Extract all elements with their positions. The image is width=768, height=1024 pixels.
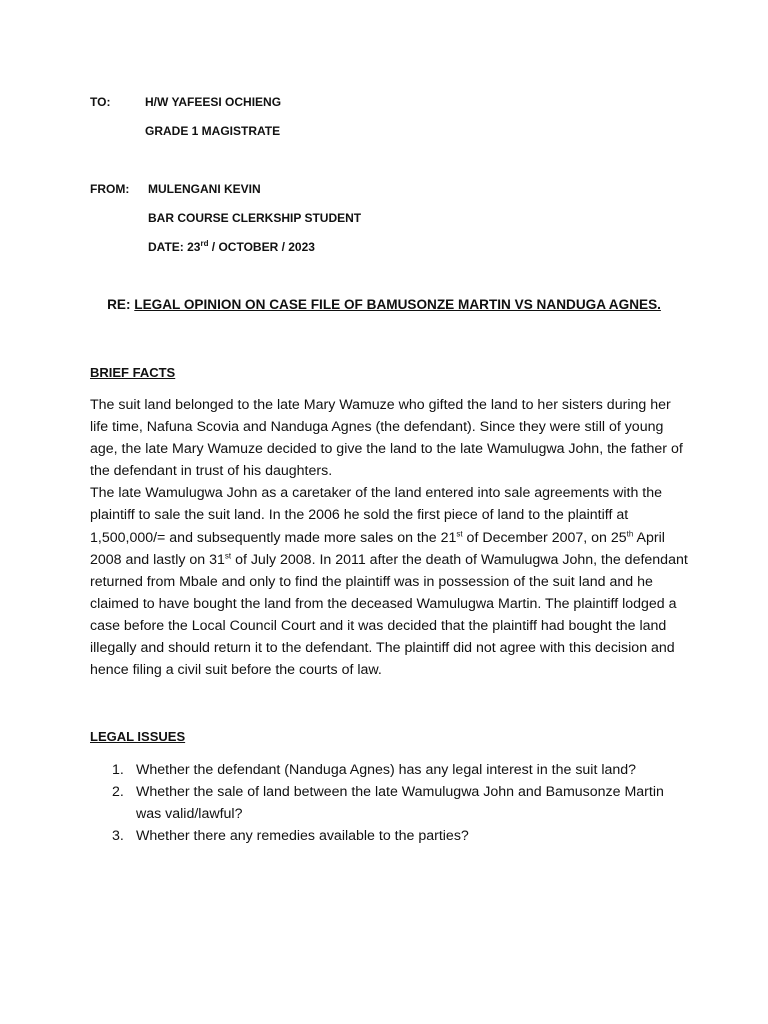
- list-item-text: Whether the defendant (Nanduga Agnes) has any legal interest in the suit land?: [136, 762, 637, 778]
- to-label: TO:: [90, 95, 111, 109]
- list-item: [90, 825, 690, 847]
- re-line: [0, 297, 768, 312]
- list-item: [90, 781, 690, 825]
- list-number: 3.: [112, 828, 124, 845]
- ordinal-suffix: st: [456, 528, 463, 538]
- re-label: RE:: [107, 297, 135, 312]
- brief-facts-paragraph-2: [90, 482, 690, 681]
- legal-issues-heading: LEGAL ISSUES: [90, 729, 186, 744]
- list-item-text: Whether there any remedies available to the parties?: [136, 828, 469, 845]
- paragraph-2-text-b: of December 2007, on 25: [462, 529, 627, 546]
- legal-issues-list: [90, 759, 690, 847]
- paragraph-2-text-a: The late Wamulugwa John as a caretaker of the land entered into sale agreements with the plaintiff to sale the suit land. In the 2006 he sold the first piece of land to the plaintiff at 1,500,000/= and subsequently made more sales on the 21: [90, 485, 663, 546]
- list-number: 1.: [112, 762, 124, 778]
- list-item: [90, 759, 690, 781]
- brief-facts-paragraph-1: The suit land belonged to the late Mary Wamuze who gifted the land to her sisters during her life time, Nafuna Scovia and Nanduga Agnes (the defendant). Since they were still of young age, the late Mary Wamuze decided to give the land to the late Wamulugwa John, the father of the defendant in trust of his daughters.: [90, 397, 683, 480]
- ordinal-suffix: st: [224, 550, 232, 560]
- date-rest: / OCTOBER / 2023: [208, 240, 315, 254]
- paragraph-2-text-c: April 2008 and lastly on 31: [90, 529, 665, 568]
- paragraph-2-text-d: of July 2008. In 2011 after the death of Wamulugwa John, the defendant returned from Mbale and only to find the plaintiff was in possession of the suit land and he claimed to have bought the land from the deceased Wamulugwa Martin. The plaintiff lodged a case before the Local Council Court and it was decided that the plaintiff had bought the land illegally and should return it to the defendant. The plaintiff did not agree with this decision and hence filing a civil suit before the courts of law.: [90, 551, 688, 679]
- from-name: MULENGANI KEVIN: [148, 182, 261, 196]
- re-subject: LEGAL OPINION ON CASE FILE OF BAMUSONZE MARTIN VS NANDUGA AGNES.: [134, 297, 661, 312]
- from-label: FROM:: [90, 182, 130, 196]
- date-ordinal: rd: [200, 239, 209, 248]
- memo-date: [148, 240, 315, 254]
- ordinal-suffix: th: [626, 528, 634, 538]
- list-number: 2.: [112, 784, 124, 801]
- brief-facts-heading: BRIEF FACTS: [90, 365, 176, 380]
- date-prefix: DATE: 23: [148, 240, 201, 254]
- from-title: BAR COURSE CLERKSHIP STUDENT: [148, 211, 362, 225]
- to-title: GRADE 1 MAGISTRATE: [145, 124, 281, 138]
- to-name: H/W YAFEESI OCHIENG: [145, 95, 282, 109]
- list-item-text: Whether the sale of land between the late Wamulugwa John and Bamusonze Martin was valid/lawful?: [136, 784, 664, 823]
- brief-facts-body: [90, 394, 690, 681]
